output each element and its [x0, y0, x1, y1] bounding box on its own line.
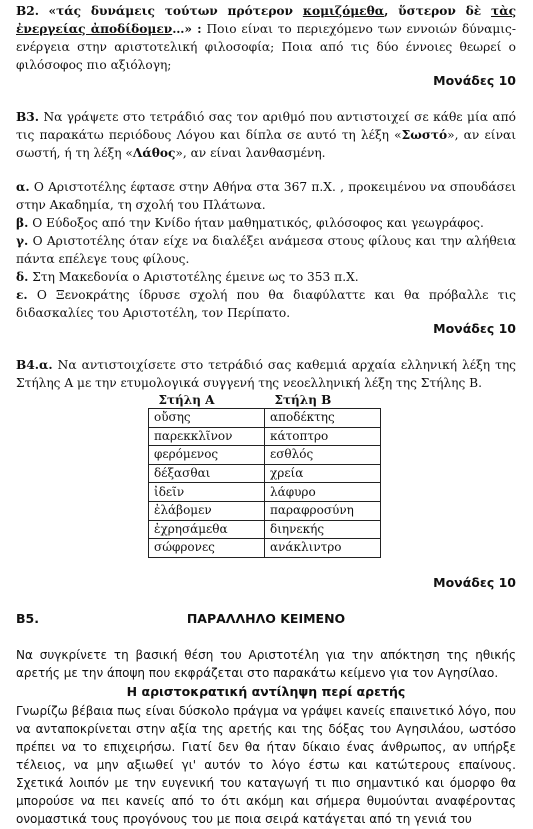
b3-item-e [16, 286, 516, 322]
b4-text: Να αντιστοιχίσετε στο τετράδιό σας καθεμιά αρχαία ελληνική λέξη της Στήλης Α με την ετυμολογικά συγγενή της νεοελληνική λέξη της Στήλης Β. [16, 358, 516, 390]
b4-points: Μονάδες 10 [433, 575, 516, 590]
b3-item-d [16, 268, 516, 286]
b3-item-text: Στη Μακεδονία ο Αριστοτέλης έμεινε ως το 353 π.Χ. [28, 270, 359, 284]
table-row [149, 464, 381, 483]
table-row [149, 409, 381, 428]
cell-b: αποδέκτης [265, 409, 381, 428]
cell-a: σώφρονες [149, 539, 265, 558]
b3-item-b [16, 214, 516, 232]
b3-item-text: Ο Ξενοκράτης ίδρυσε σχολή που θα διαφύλαττε και θα πρόβαλλε τις διδασκαλίες του Αριστοτέλη, τον Περίπατο. [16, 288, 516, 320]
b3-item-letter: β. [16, 216, 29, 230]
b5-passage [16, 702, 516, 828]
b5-heading: ΠΑΡΑΛΛΗΛΟ ΚΕΙΜΕΝΟ [186, 611, 346, 626]
b2-quote-1: «τάς δυνάμεις τούτων πρότερον [48, 4, 303, 18]
cell-a: ἐλάβομεν [149, 501, 265, 520]
cell-b: κάτοπτρο [265, 427, 381, 446]
table-row [149, 446, 381, 465]
b2-text: Ποιο είναι το περιεχόμενο των εννοιών δύναμις- ενέργεια στην αριστοτελική φιλοσοφία; Ποια από τις δύο έννοιες θεωρεί ο φιλόσοφος πιο αξιόλογη; [16, 22, 516, 72]
b3-item-c [16, 232, 516, 268]
cell-a: παρεκκλῖνον [149, 427, 265, 446]
b3-item-letter: α. [16, 180, 30, 194]
b3-item-text: Ο Εύδοξος από την Κνίδο ήταν μαθηματικός, φιλόσοφος και γεωγράφος. [28, 216, 484, 230]
cell-a: οὔσης [149, 409, 265, 428]
cell-a: ἰδεῖν [149, 483, 265, 502]
b2-quote-4: τὰς ἐνεργείας ἀποδίδομεν [16, 4, 516, 36]
cell-a: ἐχρησάμεθα [149, 520, 265, 539]
b3-intro-2: », αν είναι σωστή, ή τη λέξη « [16, 128, 516, 160]
question-b5-header [16, 610, 516, 628]
cell-a: δέξασθαι [149, 464, 265, 483]
table-row [149, 427, 381, 446]
cell-b: λάφυρο [265, 483, 381, 502]
b2-quote-3: , ὕστερον δὲ [384, 4, 491, 18]
b4-paragraph [16, 356, 516, 392]
b5-passage-text: Γνωρίζω βέβαια πως είναι δύσκολο πράγμα να γράψει κανείς επαινετικό λόγο, που να ανταποκρίνεται στην αξία της αρετής και της δόξας του Αγησιλάου, ωστόσο πρέπει να το επιχειρήσω. Γιατί δεν θα ήταν δίκαιο ένας άνθρωπος, αν υπήρξε τέλειος, να μην αξιωθεί γι' αυτόν το λόγο έστω και κατώτερους επαίνους. Σχετικά λοιπόν με την ευγενική του καταγωγή τι πιο σημαντικό και όμορφο θα μπορούσε να πει κανείς από το ότι ακόμη και σήμερα θυμούνται αναφέροντας ονομαστικά τους προγόνους του με ποια σειρά κατάγεται από τη γενιά του [16, 704, 516, 826]
cell-b: ανάκλιντρο [265, 539, 381, 558]
b5-intro-text: Να συγκρίνετε τη βασική θέση του Αριστοτέλη για την απόκτηση της ηθικής αρετής με την άποψη που εκφράζεται στο παρακάτω κείμενο για τον Αγησίλαο. [16, 648, 516, 680]
cell-b: παραφροσύνη [265, 501, 381, 520]
cell-b: διηνεκής [265, 520, 381, 539]
b3-item-text: Ο Αριστοτέλης έφτασε στην Αθήνα στα 367 π.Χ. , προκειμένου να σπουδάσει στην Ακαδημία, τη σχολή του Πλάτωνα. [16, 180, 516, 212]
b3-label: Β3. [16, 110, 40, 124]
b3-intro-3: », αν είναι λανθασμένη. [175, 146, 326, 160]
table-row [149, 483, 381, 502]
table-row [149, 539, 381, 558]
question-b4 [16, 356, 516, 392]
b3-items [16, 178, 516, 322]
b3-intro [16, 108, 516, 162]
b2-quote-5: …» : [172, 22, 202, 36]
b3-item-letter: δ. [16, 270, 29, 284]
b5-label: Β5. [16, 611, 39, 626]
b2-quote-2: κομιζόμεθα [302, 4, 385, 18]
b3-item-letter: ε. [16, 288, 28, 302]
b3-wrong-word: Λάθος [132, 146, 176, 160]
question-b3 [16, 108, 516, 162]
b4-label: Β4.α. [16, 358, 53, 372]
b3-item-letter: γ. [16, 234, 29, 248]
b2-label: Β2. [16, 4, 40, 18]
column-b-header: Στήλη Β [274, 393, 332, 407]
b3-points: Μονάδες 10 [433, 321, 516, 336]
column-a-header: Στήλη Α [158, 393, 215, 407]
b3-item-text: Ο Αριστοτέλης όταν είχε να διαλέξει ανάμεσα στους φίλους και την αλήθεια πάντα επέλεγε τους φίλους. [16, 234, 516, 266]
table-row [149, 520, 381, 539]
cell-b: χρεία [265, 464, 381, 483]
b2-paragraph [16, 2, 516, 74]
b3-item-a [16, 178, 516, 214]
b3-intro-1: Να γράψετε στο τετράδιό σας τον αριθμό που αντιστοιχεί σε κάθε μία από τις παρακάτω περιόδους Λόγου και δίπλα σε αυτό τη λέξη « [16, 110, 516, 142]
b5-intro [16, 646, 516, 682]
b3-correct-word: Σωστό [401, 128, 448, 142]
matching-table [148, 392, 381, 558]
b5-subtitle: Η αριστοκρατική αντίληψη περί αρετής [126, 684, 406, 699]
cell-b: εσθλός [265, 446, 381, 465]
table-row [149, 501, 381, 520]
question-b2 [16, 2, 516, 74]
b2-points: Μονάδες 10 [433, 73, 516, 88]
cell-a: φερόμενος [149, 446, 265, 465]
